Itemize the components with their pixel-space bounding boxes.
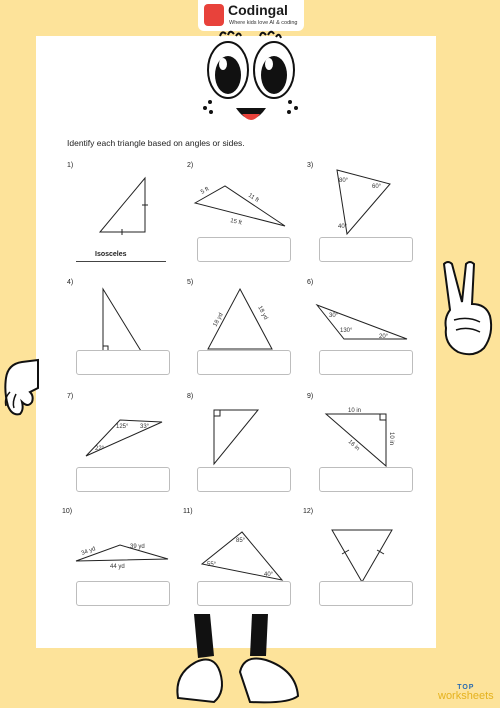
problem-2-triangle bbox=[190, 178, 290, 233]
problem-8-number: 8) bbox=[187, 393, 194, 400]
problem-8-answer-box[interactable] bbox=[197, 467, 291, 492]
problem-3-label-a: 80° bbox=[339, 178, 349, 184]
problem-2-number: 2) bbox=[187, 162, 194, 169]
problem-7-triangle bbox=[82, 412, 172, 460]
problem-8-triangle bbox=[208, 404, 268, 468]
problem-10-label-a: 34 yd bbox=[80, 546, 97, 557]
problem-3-label-c: 40° bbox=[338, 224, 348, 230]
problem-2-label-b: 11 ft bbox=[246, 192, 260, 204]
problem-4-triangle bbox=[95, 285, 155, 357]
brand-tagline: Where kids love AI & coding bbox=[229, 20, 298, 26]
problem-6-label-a: 30° bbox=[329, 313, 339, 319]
problem-4-answer-box[interactable] bbox=[76, 350, 170, 375]
problem-3-label-b: 60° bbox=[372, 184, 382, 190]
problem-2-label-c: 15 ft bbox=[229, 218, 243, 227]
problem-5-triangle bbox=[200, 285, 280, 360]
cartoon-legs-icon bbox=[170, 612, 310, 708]
problem-11-answer-box[interactable] bbox=[197, 581, 291, 606]
problem-10-answer-box[interactable] bbox=[76, 581, 170, 606]
problem-2-label-a: 5 ft bbox=[200, 186, 211, 196]
problem-3-triangle bbox=[325, 166, 400, 238]
problem-6-number: 6) bbox=[307, 279, 314, 286]
problem-2-answer-box[interactable] bbox=[197, 237, 291, 262]
problem-5-label-b: 18 yd bbox=[256, 305, 269, 321]
problem-9-label-b: 16 in bbox=[346, 439, 361, 453]
problem-1-answer: Isosceles bbox=[95, 251, 127, 258]
problem-9-number: 9) bbox=[307, 393, 314, 400]
problem-6-label-b: 130° bbox=[340, 328, 353, 334]
problem-11-label-b: 55° bbox=[207, 562, 217, 568]
problem-3-answer-box[interactable] bbox=[319, 237, 413, 262]
problem-10-label-c: 44 yd bbox=[110, 564, 125, 570]
problem-10-label-b: 39 yd bbox=[130, 544, 145, 550]
footer-top-text: TOP bbox=[457, 684, 475, 691]
problem-9-label-c: 10 in bbox=[388, 432, 394, 446]
problem-4-number: 4) bbox=[67, 279, 74, 286]
problem-9-answer-box[interactable] bbox=[319, 467, 413, 492]
worksheet-instruction: Identify each triangle based on angles or sides. bbox=[67, 138, 245, 148]
problem-6-triangle bbox=[312, 295, 412, 347]
pointing-hand-icon bbox=[0, 352, 42, 420]
problem-5-number: 5) bbox=[187, 279, 194, 286]
problem-7-label-a: 125° bbox=[116, 424, 129, 430]
problem-7-number: 7) bbox=[67, 393, 74, 400]
problem-5-answer-box[interactable] bbox=[197, 350, 291, 375]
problem-7-label-b: 33° bbox=[140, 424, 150, 430]
problem-1-triangle bbox=[90, 170, 170, 240]
problem-12-answer-box[interactable] bbox=[319, 581, 413, 606]
problem-11-triangle bbox=[198, 526, 286, 582]
problem-7-label-c: 22° bbox=[95, 446, 105, 452]
problem-10-triangle bbox=[72, 535, 172, 571]
footer-brand-text: worksheets bbox=[438, 690, 494, 702]
problem-6-answer-box[interactable] bbox=[319, 350, 413, 375]
cartoon-face-icon bbox=[198, 30, 304, 134]
penguin-logo-icon bbox=[204, 4, 224, 26]
problem-1-number: 1) bbox=[67, 162, 74, 169]
problem-12-number: 12) bbox=[303, 508, 314, 515]
problem-5-label-a: 18 yd bbox=[212, 312, 225, 328]
problem-11-label-c: 40° bbox=[264, 572, 274, 578]
problem-12-triangle bbox=[328, 526, 398, 586]
problem-11-number: 11) bbox=[183, 508, 193, 515]
problem-11-label-a: 85° bbox=[236, 538, 246, 544]
top-worksheets-logo bbox=[438, 684, 494, 702]
problem-7-answer-box[interactable] bbox=[76, 467, 170, 492]
brand-header bbox=[198, 0, 304, 31]
problem-10-number: 10) bbox=[62, 508, 73, 515]
problem-9-triangle bbox=[318, 404, 403, 470]
problem-6-label-c: 20° bbox=[379, 334, 389, 340]
problem-9-label-a: 10 in bbox=[348, 408, 362, 414]
peace-sign-hand-icon bbox=[436, 258, 500, 362]
problem-3-number: 3) bbox=[307, 162, 314, 169]
brand-name: Codingal bbox=[228, 2, 288, 18]
problem-1-answer-line bbox=[76, 261, 166, 262]
